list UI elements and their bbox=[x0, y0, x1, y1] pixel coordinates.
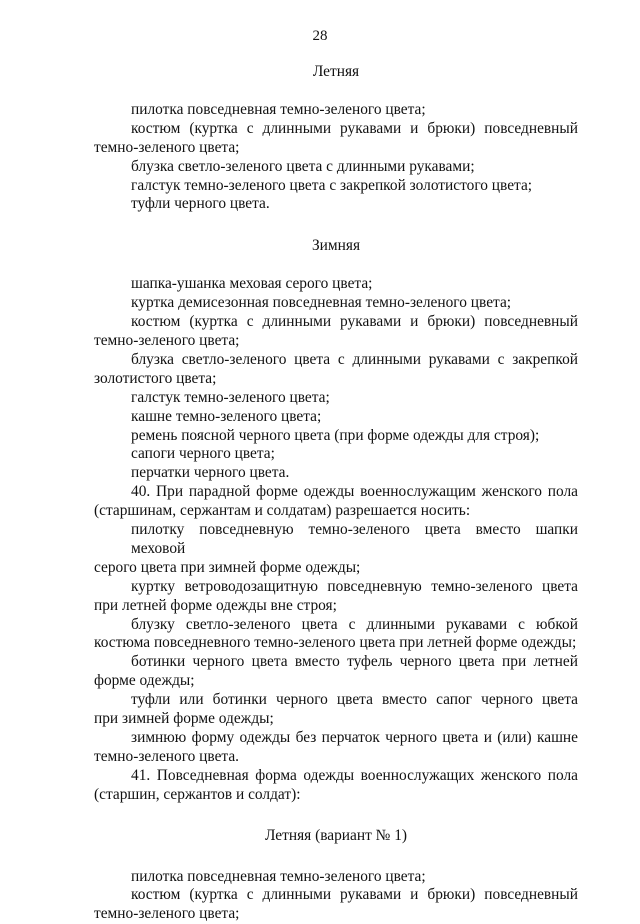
winter-item-list bbox=[94, 275, 578, 483]
line: 41. Повседневная форма одежды военнослужащих женского пола bbox=[131, 766, 578, 784]
line: ботинки черного цвета вместо туфель черного цвета при летней bbox=[131, 653, 578, 671]
clause-40 bbox=[94, 483, 578, 767]
line: пилотку повседневную темно-зеленого цвета вместо шапки меховой bbox=[131, 521, 578, 557]
line: серого цвета при зимней форме одежды; bbox=[94, 558, 361, 576]
line: темно-зеленого цвета; bbox=[94, 138, 240, 156]
line: блузку светло-зеленого цвета с длинными рукавами с юбкой bbox=[131, 615, 578, 633]
line: (старшин, сержантов и солдат): bbox=[94, 785, 301, 803]
list-item bbox=[94, 521, 578, 578]
section-heading-summer: Летняя bbox=[312, 63, 360, 80]
section-heading-summer-variant-1: Летняя (вариант № 1) bbox=[264, 826, 408, 844]
list-item bbox=[94, 691, 578, 729]
line: темно-зеленого цвета; bbox=[94, 331, 240, 349]
list-item bbox=[94, 729, 578, 767]
line: темно-зеленого цвета; bbox=[94, 905, 240, 923]
list-item: блузка светло-зеленого цвета с длинными рукавами; bbox=[131, 157, 475, 175]
section-heading-winter: Зимняя bbox=[311, 237, 361, 255]
line: зимнюю форму одежды без перчаток черного цвета и (или) кашне bbox=[131, 729, 578, 746]
line: костюм (куртка с длинными рукавами и брюки) повседневный bbox=[131, 313, 578, 331]
list-item: перчатки черного цвета. bbox=[131, 464, 290, 482]
line: (старшинам, сержантам и солдатам) разрешается носить: bbox=[94, 502, 471, 520]
list-item bbox=[94, 578, 578, 616]
list-item: куртка демисезонная повседневная темно-зеленого цвета; bbox=[131, 294, 512, 312]
line: туфли или ботинки черного цвета вместо сапог черного цвета bbox=[131, 691, 578, 709]
list-item bbox=[94, 120, 578, 158]
line: костюма повседневного темно-зеленого цвета при летней форме одежды; bbox=[94, 634, 577, 652]
list-item bbox=[94, 886, 578, 924]
summer-variant-1-item-list bbox=[94, 868, 578, 924]
line: костюм (куртка с длинными рукавами и брюки) повседневный bbox=[131, 119, 578, 137]
list-item bbox=[94, 653, 578, 691]
summer-item-list bbox=[94, 101, 578, 214]
page-number: 28 bbox=[312, 28, 328, 44]
line: куртку ветроводозащитную повседневную темно-зеленого цвета bbox=[131, 577, 578, 595]
line: при зимней форме одежды; bbox=[94, 710, 274, 728]
list-item: пилотка повседневная темно-зеленого цвета; bbox=[131, 867, 426, 885]
document-body bbox=[94, 63, 578, 924]
line: 40. При парадной форме одежды военнослужащим женского пола bbox=[131, 483, 578, 501]
list-item bbox=[94, 351, 578, 389]
line: при летней форме одежды вне строя; bbox=[94, 596, 337, 614]
clause-41 bbox=[94, 767, 578, 805]
list-item: туфли черного цвета. bbox=[131, 195, 270, 213]
line: золотистого цвета; bbox=[94, 369, 217, 387]
line: форме одежды; bbox=[94, 672, 195, 690]
list-item bbox=[94, 313, 578, 351]
list-item: шапка-ушанка меховая серого цвета; bbox=[131, 275, 373, 293]
list-item: пилотка повседневная темно-зеленого цвета; bbox=[131, 100, 426, 118]
clause-intro bbox=[94, 483, 578, 521]
list-item bbox=[94, 616, 578, 654]
line: темно-зеленого цвета. bbox=[94, 747, 240, 765]
list-item: кашне темно-зеленого цвета; bbox=[131, 407, 322, 425]
list-item: ремень поясной черного цвета (при форме одежды для строя); bbox=[131, 426, 540, 444]
line: блузка светло-зеленого цвета с длинными рукавами с закрепкой bbox=[131, 350, 578, 368]
line: костюм (куртка с длинными рукавами и брюки) повседневный bbox=[131, 886, 578, 904]
list-item: галстук темно-зеленого цвета с закрепкой золотистого цвета; bbox=[131, 176, 533, 194]
list-item: галстук темно-зеленого цвета; bbox=[131, 388, 330, 406]
list-item: сапоги черного цвета; bbox=[131, 445, 275, 463]
